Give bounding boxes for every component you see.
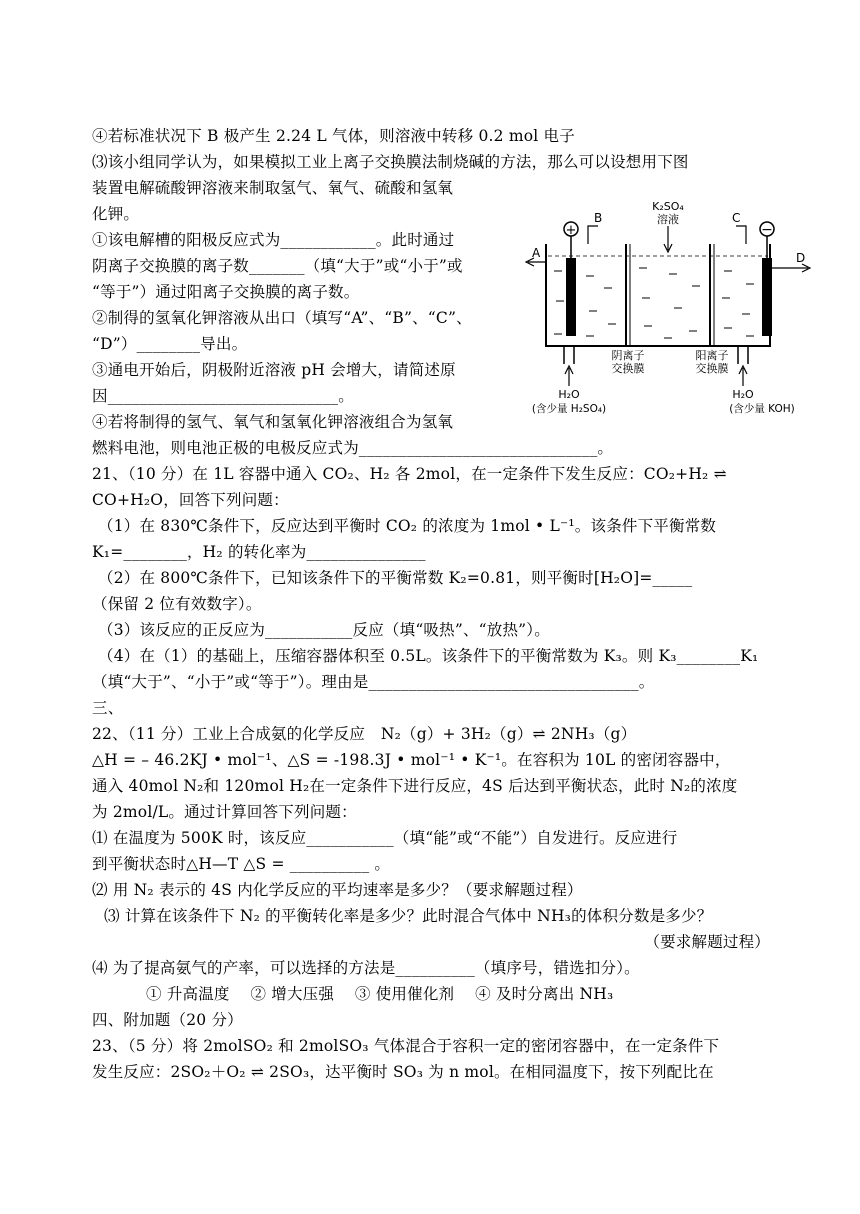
text-line: （1）在 830℃条件下，反应达到平衡时 CO₂ 的浓度为 1mol • L⁻¹。该条件下平衡常数 (98, 517, 717, 535)
text-line: ⑶该小组同学认为，如果模拟工业上离子交换膜法制烧碱的方法，那么可以设想用下图 (92, 153, 689, 171)
inlet-label: (含少量 KOH) (729, 403, 795, 415)
text-line: ④若将制得的氢气、氧气和氢氧化钾溶液组合为氢氧 (92, 413, 454, 431)
membrane-label: 阳离子 (695, 349, 729, 362)
text-line: （2）在 800℃条件下，已知该条件下的平衡常数 K₂=0.81，则平衡时[H₂O]=_____ (98, 569, 693, 587)
membrane-label: 阴离子 (611, 349, 645, 362)
text-line: 阴离子交换膜的离子数_______（填“大于”或“小于”或 (92, 257, 463, 275)
electrolysis-cell-figure (524, 196, 824, 421)
outlet-b-label: B (594, 211, 603, 225)
text-line: “等于”）通过阳离子交换膜的离子数。 (92, 283, 360, 301)
text-line: （要求解题过程） (644, 933, 770, 951)
text-line: （保留 2 位有效数字）。 (92, 595, 262, 613)
text-line: （4）在（1）的基础上，压缩容器体积至 0.5L。该条件下的平衡常数为 K₃。则 K₃________K₁ (98, 647, 759, 665)
question-21-title: 21、（10 分）在 1L 容器中通入 CO₂、H₂ 各 2mol，在一定条件下发生反应：CO₂+H₂ ⇌ (92, 465, 727, 483)
inlet-label: H₂O (558, 388, 580, 401)
text-line: ②制得的氢氧化钾溶液从出口（填写“A”、“B”、“C”、 (92, 309, 472, 327)
text-line: 化钾。 (92, 205, 140, 223)
text-line: “D”）________导出。 (92, 335, 248, 353)
text-line: 为 2mol/L。通过计算回答下列问题： (92, 803, 357, 821)
text-line: （3）该反应的正反应为___________反应（填“吸热”、“放热”）。 (98, 621, 550, 639)
outlet-c-label: C (732, 211, 741, 225)
section-heading: 三、 (92, 699, 124, 717)
text-line: 到平衡状态时△H—T △S = __________ 。 (92, 855, 391, 873)
text-line: 通入 40mol N₂和 120mol H₂在一定条件下进行反应，4S 后达到平衡状态，此时 N₂的浓度 (92, 777, 738, 795)
text-line: ⑶ 计算在该条件下 N₂ 的平衡转化率是多少？此时混合气体中 NH₃的体积分数是多少？ (104, 907, 713, 925)
text-line: K₁=________，H₂ 的转化率为_______________ (92, 543, 426, 561)
feed-label: 溶液 (657, 213, 679, 226)
text-line: 因_____________________________。 (92, 387, 354, 405)
electrolysis-diagram (524, 196, 824, 421)
inlet-label: H₂O (732, 388, 754, 401)
membrane-label: 交换膜 (695, 362, 729, 375)
section-heading: 四、附加题（20 分） (92, 1011, 243, 1029)
cathode-sign: − (761, 222, 773, 238)
text-line: ④若标准状况下 B 极产生 2.24 L 气体，则溶液中转移 0.2 mol 电子 (92, 127, 575, 145)
inlet-label: (含少量 H₂SO₄) (531, 403, 607, 415)
text-line: CO+H₂O，回答下列问题： (92, 491, 289, 509)
text-line: 装置电解硫酸钾溶液来制取氢气、氧气、硫酸和氢氧 (92, 179, 454, 197)
question-23-title: 23、（5 分）将 2molSO₂ 和 2molSO₃ 气体混合于容积一定的密闭容器中，在一定条件下 (92, 1037, 720, 1055)
text-line: ⑴ 在温度为 500K 时，该反应___________（填“能”或“不能”）自发进行。反应进行 (92, 829, 678, 847)
outlet-a-label: A (532, 246, 541, 260)
feed-label: K₂SO₄ (652, 200, 684, 213)
text-line: ⑵ 用 N₂ 表示的 4S 内化学反应的平均速率是多少？（要求解题过程） (92, 881, 583, 899)
anode-sign: + (565, 223, 577, 238)
text-line: ⑷ 为了提高氨气的产率，可以选择的方法是__________（填序号，错选扣分）。 (92, 959, 640, 977)
question-22-title: 22、（11 分）工业上合成氨的化学反应 N₂（g）+ 3H₂（g）⇌ 2NH₃（g） (92, 725, 637, 743)
text-line: 发生反应：2SO₂＋O₂ ⇌ 2SO₃，达平衡时 SO₃ 为 n mol。在相同温度下，按下列配比在 (92, 1063, 714, 1081)
text-line: 燃料电池，则电池正极的电极反应式为______________________________。 (92, 439, 614, 457)
options-line: ① 升高温度 ② 增大压强 ③ 使用催化剂 ④ 及时分离出 NH₃ (146, 985, 614, 1003)
membrane-label: 交换膜 (611, 362, 645, 375)
outlet-d-label: D (796, 251, 806, 265)
text-line: ③通电开始后，阴极附近溶液 pH 会增大，请简述原 (92, 361, 456, 379)
text-line: ①该电解槽的阳极反应式为____________。此时通过 (92, 231, 455, 249)
text-line: （填“大于”、“小于”或“等于”）。理由是__________________________________。 (92, 673, 655, 691)
text-line: △H = – 46.2KJ • mol⁻¹、△S = -198.3J • mol⁻¹ • K⁻¹。在容积为 10L 的密闭容器中， (92, 751, 731, 769)
